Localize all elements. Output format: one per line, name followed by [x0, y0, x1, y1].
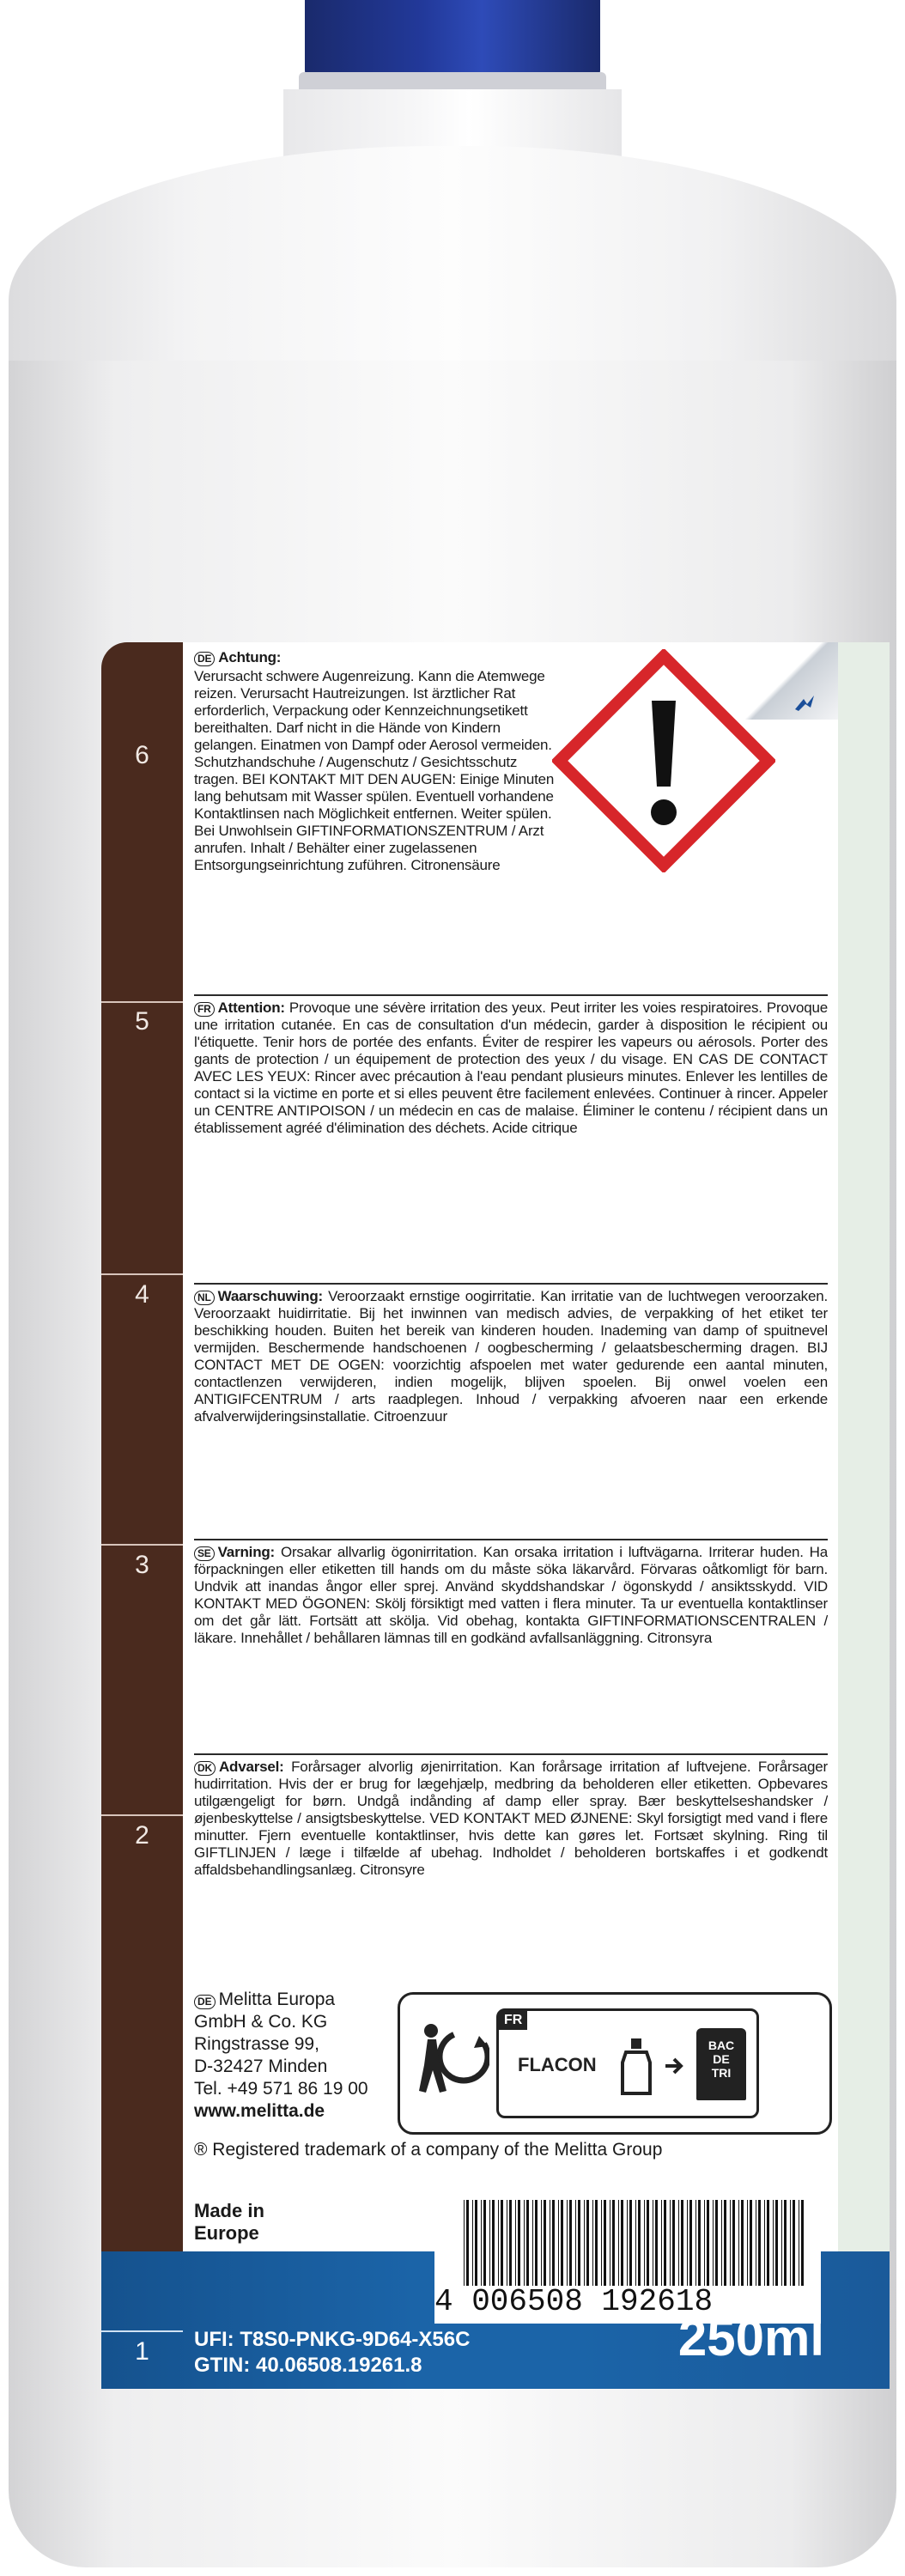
sorting-info-box — [496, 2008, 759, 2118]
sorting-bin-icon — [696, 2028, 746, 2100]
peel-arrow-icon — [792, 692, 817, 713]
section-divider — [194, 1753, 828, 1755]
section-divider — [194, 1539, 828, 1540]
ghs-exclamation-icon — [552, 649, 775, 872]
ufi-code: UFI: T8S0-PNKG-9D64-X56C — [194, 2328, 471, 2351]
bin-label-line2: DE — [713, 2052, 730, 2066]
warning-nl — [194, 1288, 828, 1534]
barcode-digits: 4 006508 192618 — [434, 2284, 714, 2319]
manufacturer-address — [194, 1989, 368, 2123]
manufacturer-legal: GmbH & Co. KG — [194, 2012, 328, 2032]
warning-de-text-upper — [194, 668, 555, 951]
warning-se — [194, 1544, 828, 1750]
lang-badge-nl: NL — [194, 1291, 215, 1305]
arrow-right-icon — [662, 2040, 688, 2092]
scale-mark-1: 1 — [135, 2337, 149, 2366]
signal-word-de: Achtung: — [218, 649, 282, 665]
volume: 250ml — [677, 2309, 824, 2366]
scale-line — [101, 1273, 183, 1275]
warning-se-text: Orsakar allvarlig ögonirritation. Kan orsaka irritation i luftvägarna. Irriterar huden. Ha förpackningen eller etiketten till hands om du måste söka läkarvård. Förvaras oåtkomligt för barn. Undvik att inandas ångor eller sprej. Använd skyddshandskar / ögonskydd / ansiktsskydd. VID KONTAKT MED ÖGONEN: Skölj försiktigt med vatten i flera minuter. Ta ur eventuella kontaktlinser om det går lätt. Fortsätt att skölja. Vid obehag, kontakta GIFTINFORMATIONSCENTRALEN / läkare. Innehållet / behållaren lämnas till en godkänd avfallsanläggning. Citronsyra — [194, 1544, 828, 1646]
origin — [194, 2200, 264, 2245]
fill-scale-strip — [101, 642, 183, 2251]
warning-de-part1 — [194, 649, 555, 666]
warning-fr-text: Provoque une sévère irritation des yeux. Peut irriter les voies respiratoires. Provoque une irritation cutanée. En cas de consultation d'un médecin, garder à disposition le récipient ou l'étiquette. Tenir hors de portée des enfants. Éviter de respirer les vapeurs ou aérosols. Porter des gants de protection / un équipement de protection des yeux / du visage. EN CAS DE CONTACT AVEC LES YEUX: Rincer avec précaution à l'eau pendant plusieurs minutes. Enlever les lentilles de contact si la victime en porte et si elles peuvent être facilement enlevées. Continuer à rincer. Appeler un CENTRE ANTIPOISON / un médecin en cas de malaise. Éliminer le contenu / récipient dans un établissement agréé d'élimination des déchets. Acide citrique — [194, 999, 828, 1136]
manufacturer-tel: Tel. +49 571 86 19 00 — [194, 2079, 368, 2099]
gtin-code: GTIN: 40.06508.19261.8 — [194, 2354, 422, 2377]
trademark-notice: ® Registered trademark of a company of the Melitta Group — [194, 2140, 663, 2160]
warning-dk-text: Forårsager alvorlig øjenirritation. Kan forårsage irritation af luftvejene. Forårsager hudirritation. Hvis der er brug for lægehjælp, medbring da beholderen eller etiketten. Opbevares utilgængeligt for børn. Undgå indånding af damp eller spray. Bær beskyttelseshandsker / øjenbeskyttelse / ansigtsbeskyttelse. VED KONTAKT MED ØJNENE: Skyl forsigtigt med vand i flere minutter. Fjern eventuelle kontaktlinser, hvis dette kan gøres let. Fortsæt skylning. Ring til GIFTLINJEN / læge i tilfælde af ubehag. Indholdet / beholderen bortskaffes i et godkendt affaldsbehandlingsanlæg. Citronsyre — [194, 1759, 828, 1878]
signal-word-fr: Attention: — [217, 999, 285, 1016]
label-edge-strip — [838, 642, 890, 2251]
warning-dk — [194, 1759, 828, 1982]
manufacturer-street: Ringstrasse 99, — [194, 2034, 319, 2054]
lang-badge-de: DE — [194, 652, 215, 666]
product-identifiers — [194, 2327, 470, 2379]
sorting-item: FLACON — [518, 2054, 597, 2075]
barcode-bars-icon — [464, 2200, 807, 2286]
warning-de-text: Verursacht schwere Augenreizung. Kann die Atemwege reizen. Verursacht Hautreizungen. Ist ärztlicher Rat erforderlich, Verpackung oder Kennzeichnungsetikett bereithalten. Darf nicht in die Hände von Kindern gelangen. Einatmen von Dampf oder Aerosol vermeiden. Schutzhandschuhe / Augenschutz / Gesichtsschutz tragen. BEI KONTAKT MIT DEN AUGEN: Einige Minuten lang behutsam mit Wasser spülen. Eventuell vorhandene Kontaktlinsen nach Möglichkeit entfernen. Weiter spülen. Bei Unwohlsein GIFTINFORMATIONSZENTRUM / Arzt anrufen. Inhalt / Behälter einer zugelassenen Entsorgungseinrichtung zuführen. Citronensäure — [194, 668, 555, 873]
scale-line — [101, 2330, 183, 2332]
sorting-country: FR — [499, 2011, 527, 2030]
manufacturer-city: D-32427 Minden — [194, 2057, 328, 2076]
origin-line1: Made in — [194, 2200, 264, 2221]
bottle-pictogram-icon — [619, 2037, 653, 2097]
signal-word-dk: Advarsel: — [218, 1759, 284, 1775]
lang-badge-manufacturer: DE — [194, 1995, 216, 2009]
lang-badge-se: SE — [194, 1546, 215, 1561]
ean-barcode — [434, 2195, 821, 2324]
scale-line — [101, 1544, 183, 1546]
origin-line2: Europe — [194, 2222, 259, 2244]
signal-word-nl: Waarschuwing: — [217, 1288, 324, 1304]
signal-word-se: Varning: — [217, 1544, 276, 1560]
bin-label-line1: BAC — [708, 2038, 735, 2052]
lang-badge-fr: FR — [194, 1002, 215, 1017]
bin-label-line3: TRI — [711, 2066, 732, 2080]
lang-badge-dk: DK — [194, 1761, 216, 1776]
triman-recycling-box — [398, 1992, 832, 2135]
section-divider — [194, 1283, 828, 1285]
section-divider — [194, 994, 828, 996]
scale-mark-3: 3 — [135, 1551, 149, 1579]
scale-line — [101, 1814, 183, 1816]
scale-mark-2: 2 — [135, 1821, 149, 1850]
manufacturer-name: Melitta Europa — [218, 1990, 336, 2009]
warning-fr — [194, 999, 828, 1278]
manufacturer-website: www.melitta.de — [194, 2101, 325, 2121]
scale-line — [101, 1001, 183, 1003]
scale-mark-4: 4 — [135, 1280, 149, 1309]
triman-recycling-icon — [412, 2014, 489, 2108]
warning-nl-text: Veroorzaakt ernstige oogirritatie. Kan irritatie van de luchtwegen veroorzaken. Veroorzaakt huidirritatie. Bij het inwinnen van medisch advies, de verpakking of het etiket ter beschikking houden. Buiten het bereik van kinderen houden. Inademing van damp of spuitnevel vermijden. Beschermende handschoenen / oogbescherming / gelaatsbescherming dragen. BIJ CONTACT MET DE OGEN: voorzichtig afspoelen met water gedurende een aantal minuten, contactlenzen verwijderen, indien mogelijk, blijven spoelen. Bij onwel voelen een ANTIGIFCENTRUM / arts raadplegen. Inhoud / verpakking afvoeren naar een erkende afvalverwijderingsinstallatie. Citroenzuur — [194, 1288, 828, 1425]
scale-mark-5: 5 — [135, 1007, 149, 1036]
scale-mark-6: 6 — [135, 741, 149, 769]
bottle-cap — [305, 0, 600, 82]
product-label — [101, 642, 890, 2488]
